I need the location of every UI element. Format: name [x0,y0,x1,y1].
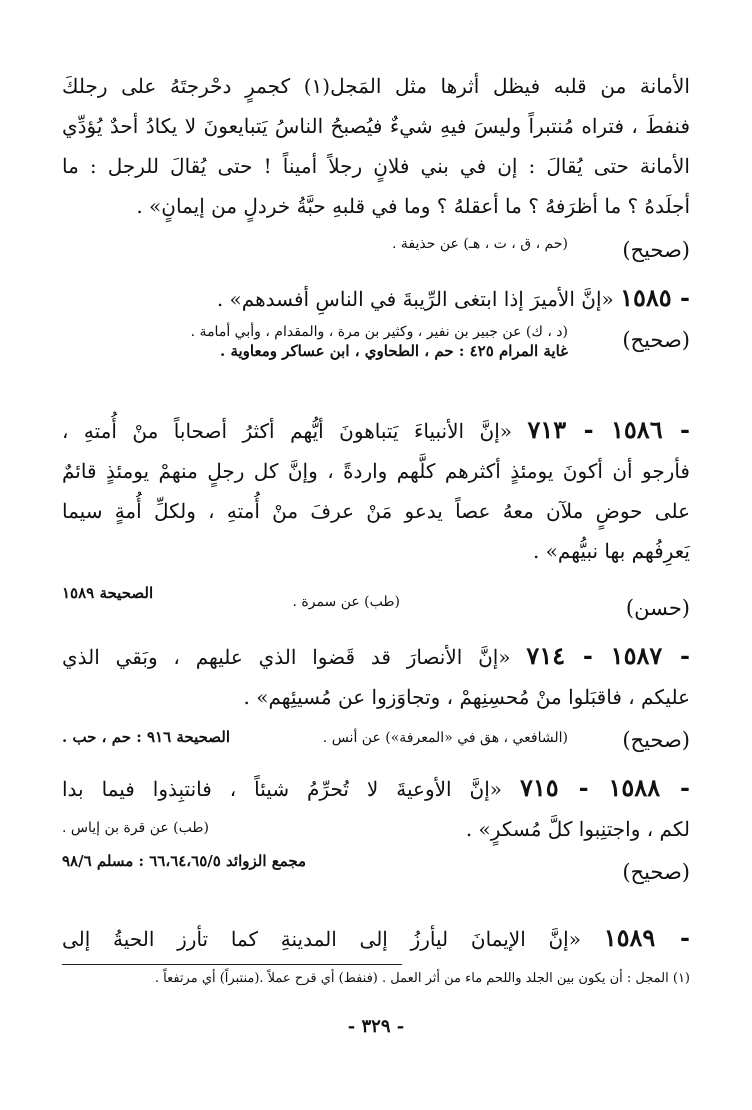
footnote-divider [62,964,402,965]
hadith-line: يَعرِفُهم بها نبيُّهم» . [532,539,690,563]
hadith-number: ١٥٨٨ - ٧١٥ - [519,773,690,802]
footnote: (١) المجل : أن يكون بين الجلد واللحم ماء من أثر العمل . (فنفط) أي قرح عملاً .(منتبراً) أي مرتفعاً . [154,971,690,986]
hadith-number: ١٥٨٧ - ٧١٤ - [526,641,690,670]
hadith-line: الأمانة حتى يُقالَ : إن في بني فلانٍ رجلاً أميناً ! حتى يُقالَ للرجل : ما [62,154,690,178]
hadith-line: على حوضٍ ملآن معهُ عصاً يدعو مَنْ عرفَ منْ أُمتهِ ، ولكلِّ أُمةٍ سيما [62,499,690,523]
hadith-1585 [62,278,690,319]
reference-note: الصحيحة ١٥٨٩ [62,584,154,602]
hadith-text: «إنَّ الأميرَ إذا ابتغى الرِّيبةَ في الناسِ أفسدهم» . [216,287,614,311]
hadith-text: «إنَّ الأنصارَ قد قَضوا الذي عليهم ، وبَقي الذي [62,645,511,669]
hadith-1585-source-row [62,320,690,364]
reference-note: مجمع الزوائد ٦٦،٦٤،٦٥/٥ : مسلم ٩٨/٦ [62,852,307,870]
hadith-number: ١٥٨٩ - [603,923,690,952]
page-number: - ٣٢٩ - [347,1016,405,1037]
hadith-number: ١٥٨٦ - ٧١٣ - [527,415,690,444]
hadith-1584-continuation [62,66,690,226]
grade-label: (صحيح) [622,860,690,884]
hadith-1587-source-row [62,720,690,764]
hadith-1588-source-row [62,848,690,892]
hadith-line: الأمانة من قلبه فيظل أثرها مثل المَجل(١) كجمرٍ دحْرجتَهُ على رجلكَ [62,74,690,98]
hadith-line: أجلَدهُ ؟ ما أظرَفهُ ؟ ما أعقلهُ ؟ وما في قلبهِ حبَّةُ خردلٍ من إيمانٍ» . [136,194,690,218]
hadith-1589 [62,918,690,959]
hadith-number: ١٥٨٥ - [620,283,690,312]
source-citation: (حم ، ق ، ت ، هـ) عن حذيفة . [392,236,568,252]
hadith-1584-source-row [62,230,690,274]
grade-label: (صحيح) [622,328,690,352]
hadith-line: فأرجو أن أكونَ يومئذٍ أكثرهم كلَّهم واردةً ، وإنَّ كل رجلٍ منهمْ يومئذٍ قائمٌ [62,459,690,483]
source-citation: (الشافعي ، هق في «المعرفة») عن أنس . [322,730,568,746]
reference-note: الصحيحة ٩١٦ : حم ، حب . [62,728,231,746]
hadith-line: عليكم ، فاقبَلوا منْ مُحسِنِهمْ ، وتجاوَزوا عن مُسيئِهم» . [243,685,690,709]
hadith-1586-source-row [62,582,690,626]
grade-label: (صحيح) [622,238,690,262]
grade-label: (حسن) [625,596,690,620]
hadith-1586 [62,410,690,571]
source-citation: (طب) عن قرة بن إياس . [62,820,209,836]
hadith-line: لكم ، واجتنِبوا كلَّ مُسكرٍ» . [465,817,690,841]
hadith-text: «إنَّ الأنبياءَ يَتباهونَ أيُّهم أكثرُ أصحاباً منْ أُمتهِ ، [62,419,512,443]
source-citation: (طب) عن سمرة . [292,594,400,610]
reference-note: غاية المرام ٤٢٥ : حم ، الطحاوي ، ابن عساكر ومعاوية . [220,342,568,360]
hadith-text: «إنَّ الأوعيةَ لا تُحرِّمُ شيئاً ، فانتبِذوا فيما بدا [62,777,502,801]
source-citation: (د ، ك) عن جبير بن نفير ، وكثير بن مرة ، والمقدام ، وأبي أمامة . [190,324,568,340]
grade-label: (صحيح) [622,728,690,752]
hadith-text: «إنَّ الإيمانَ ليأرزُ إلى المدينةِ كما تأرز الحيةُ إلى [62,927,581,951]
hadith-1587 [62,636,690,717]
hadith-line: فنفطَ ، فتراه مُنتبراً وليسَ فيهِ شيءٌ فيُصبحُ الناسُ يَتبايعونَ لا يكادُ أحدٌ يُؤدِّي [62,114,690,138]
